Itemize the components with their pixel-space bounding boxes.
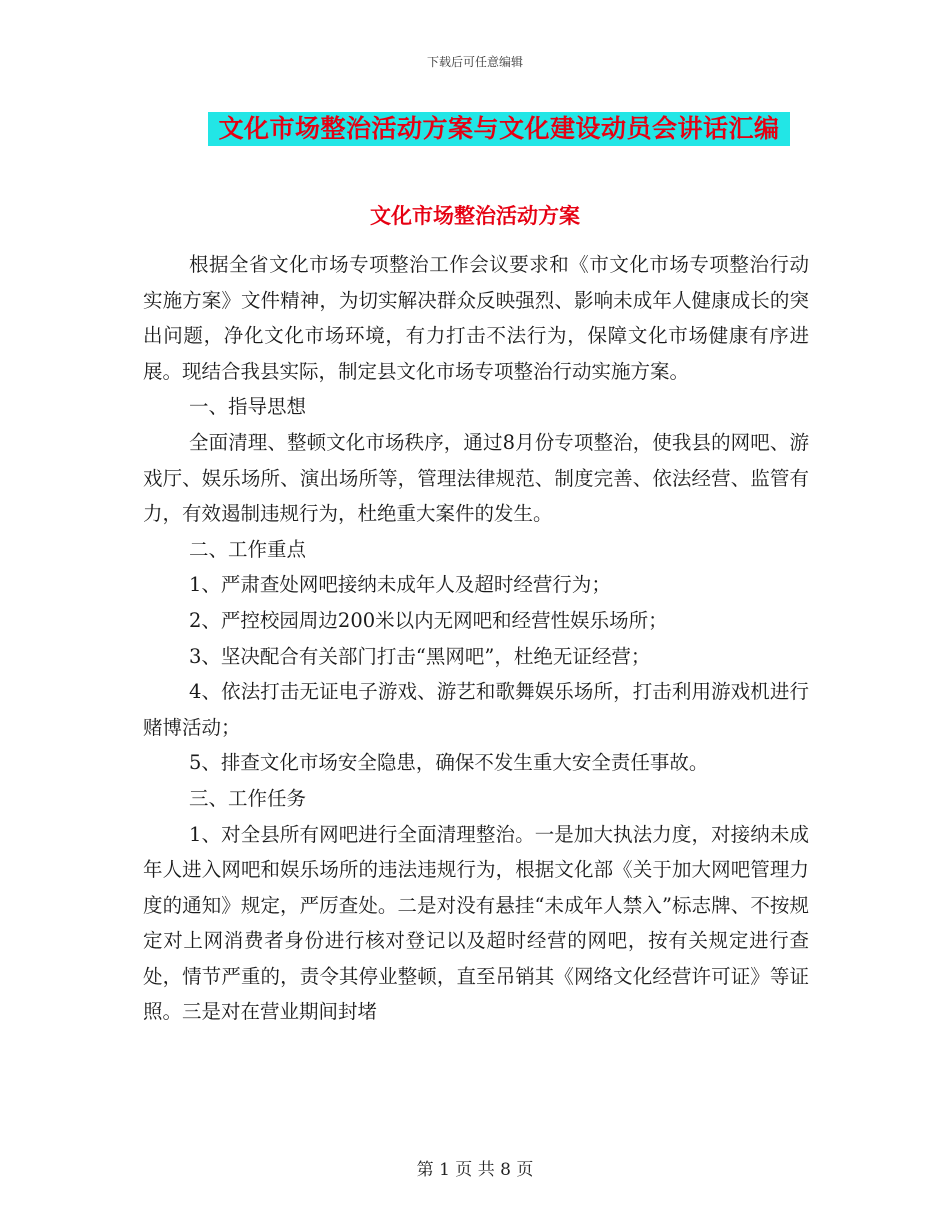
body-paragraph: 1、对全县所有网吧进行全面清理整治。一是加大执法力度，对接纳未成年人进入网吧和娱乐场所的违法违规行为，根据文化部《关于加大网吧管理力度的通知》规定，严厉查处。二是对没有悬挂“未成年人禁入”标志牌、不按规定对上网消费者身份进行核对登记以及超时经营的网吧，按有关规定进行查处，情节严重的，责令其停业整顿，直至吊销其《网络文化经营许可证》等证照。三是对在营业期间封堵 [143, 822, 809, 1024]
section-heading-work-focus: 二、工作重点 [189, 537, 307, 561]
list-item: 4、依法打击无证电子游戏、游艺和歌舞娱乐场所，打击利用游戏机进行赌博活动； [143, 680, 809, 739]
page-footer-number: 第 1 页 共 8 页 [416, 1160, 534, 1180]
list-item: 2、严控校园周边200米以内无网吧和经营性娱乐场所； [189, 608, 668, 632]
body-paragraph: 根据全省文化市场专项整治工作会议要求和《市文化市场专项整治行动实施方案》文件精神，为切实解决群众反映强烈、影响未成年人健康成长的突出问题，净化文化市场环境，有力打击不法行为，保障文化市场健康有序进展。现结合我县实际，制定县文化市场专项整治行动实施方案。 [143, 253, 809, 383]
page-header-note: 下载后可任意编辑 [426, 55, 523, 69]
document-body [143, 247, 809, 1030]
document-main-title: 文化市场整治活动方案与文化建设动员会讲话汇编 [218, 114, 780, 143]
list-item: 1、严肃查处网吧接纳未成年人及超时经营行为； [189, 573, 611, 597]
list-item: 3、坚决配合有关部门打击“黑网吧”，杜绝无证经营； [189, 644, 651, 668]
section-heading-guiding-idea: 一、指导思想 [189, 395, 307, 419]
section-heading-work-tasks: 三、工作任务 [189, 786, 307, 810]
body-paragraph: 全面清理、整顿文化市场秩序，通过8月份专项整治，使我县的网吧、游戏厅、娱乐场所、演出场所等，管理法律规范、制度完善、依法经营、监管有力，有效遏制违规行为，杜绝重大案件的发生。 [143, 430, 809, 526]
section-title: 文化市场整治活动方案 [370, 203, 580, 228]
list-item: 5、排查文化市场安全隐患，确保不发生重大安全责任事故。 [189, 751, 709, 775]
